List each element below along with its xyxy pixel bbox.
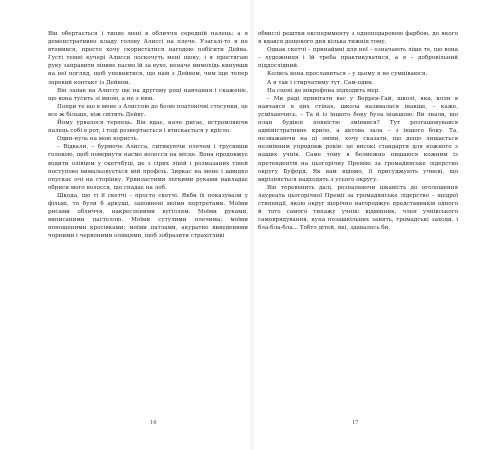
paragraph: Він запав на Алиссу ще на другому році навчання і скаженіє, що вона тусить зі мною, а не з ним. — [48, 87, 248, 102]
paragraph: Колись вона прославиться – у цьому я не сумніваюся. — [267, 71, 428, 78]
paragraph: – Відвали, – бурмоче Алисса, ситикуючи плечем і трусивши головою, щоб повернути пасмо волосся на місце. Вона продовжує водити олівцем у скетчбуці, де з сірих ліній і розмазаних тіней поступово вимальовується мій профіль. Зиркас на мене і швидко опускає очі на сторінку. Урвиластими легкими руками накладає обриси мого волосся, що спадає на лоб. — [48, 144, 248, 191]
paragraph: Однак скетчі – принаймні для неї – означають ліше те, що вона – художниця і їй треба практикуватися, а я – добровільний піддослідний. — [258, 47, 458, 70]
paragraph: Він теревенить далі, розпалюючи цікавість до оголошення лауреата цьогорічної Премії за громадянське лідерство – щедрої стипендії, якою округ щорічно нагороджує представників одного й того самого типажу учнів: відмінник, член учнівського самоврядування, купа позашкільних занять, громадські заходи, і бла-бла-бла... Тобто дітей, які, здавалось би, — [258, 184, 458, 232]
paragraph: Йому урвалося терпець. Він вдає, наче ригає, встромляючи палець собі в рот, і тоді розвертається і втискається у крісло. — [48, 120, 248, 135]
paragraph: Один-нуль на мою користь. — [57, 136, 139, 143]
paragraph: – Ми раді привітати вас у Воррен-Гай, школі, яка, коли я навчався в цих стінах, школа називалася інакше, – каже, усміхаючись. – Та й із іншого боку була інакшою. Ви знали, що план будівлі повністю змінився? Тут розташовувався адміністративне крило, а актова зала – з іншого боку. Та, незважаючи на ці зміни, хочу сказати, що дещо лишається незмінним упродовж років: це високі стандарти для кожного з наших учнів. Саме тому я безмежно пишаюся кожним із претендентів на цьогорічну Премію за громадянське лідерство округу Буфорд. Як вам відомо, її присуджують учневі, що вирізняється надходять з усього округу. — [258, 95, 458, 183]
book-gutter — [249, 0, 255, 450]
paragraph: Шкода, що ті її скетчі – просто скетчі. Якби їх показували у фільмі, то були б аркуші, заповнені моїми портретами. Моїми рисами обличчя, накресленими вугіллям. Моїми руками, виписаними пастеллю. Моїми сутулими плечима; моїми поношеними кросівками; моїми патлами, акуратно виведеними чорними і червоними олівцями, щоб зобразити страхітливі — [48, 192, 248, 240]
paragraph: А я так і стирчатиму тут. Сам-один. — [267, 79, 374, 86]
paragraph: На сцені до мікрофона підходить мер. — [267, 87, 381, 94]
paragraph: Попри те що в мене з Алиссою до болю платонічні стосунки, це все ж більше, ніж світить Дейву. — [48, 103, 248, 118]
paragraph: обвислі рештки експерименту з одноподаровою фарбою, до якого я вдався дощового дня кілька тижнів тому. — [258, 31, 458, 46]
right-page — [258, 30, 458, 390]
left-page — [48, 30, 248, 390]
page-number-left: 16 — [150, 420, 157, 426]
page-number-right: 17 — [352, 420, 359, 426]
paragraph: Він обертається і тицяє мені в обличчя середній палець; а я демонстративно кладу голову Алиссі на плече. Узагалі-то я не втомився, просто хочу скористатися нагодою побісити Дейва. Густі темні кучері Алисси лоскочуть мені щоку, і я простягаю руку заправити ліниве пасмо їй за вухо, неначе мимохідь кинувши на неї погляд, щоб упевнитися, що нам з Дейвом, чим іще тепер зоровий контакт із Дейвом. — [48, 31, 248, 86]
